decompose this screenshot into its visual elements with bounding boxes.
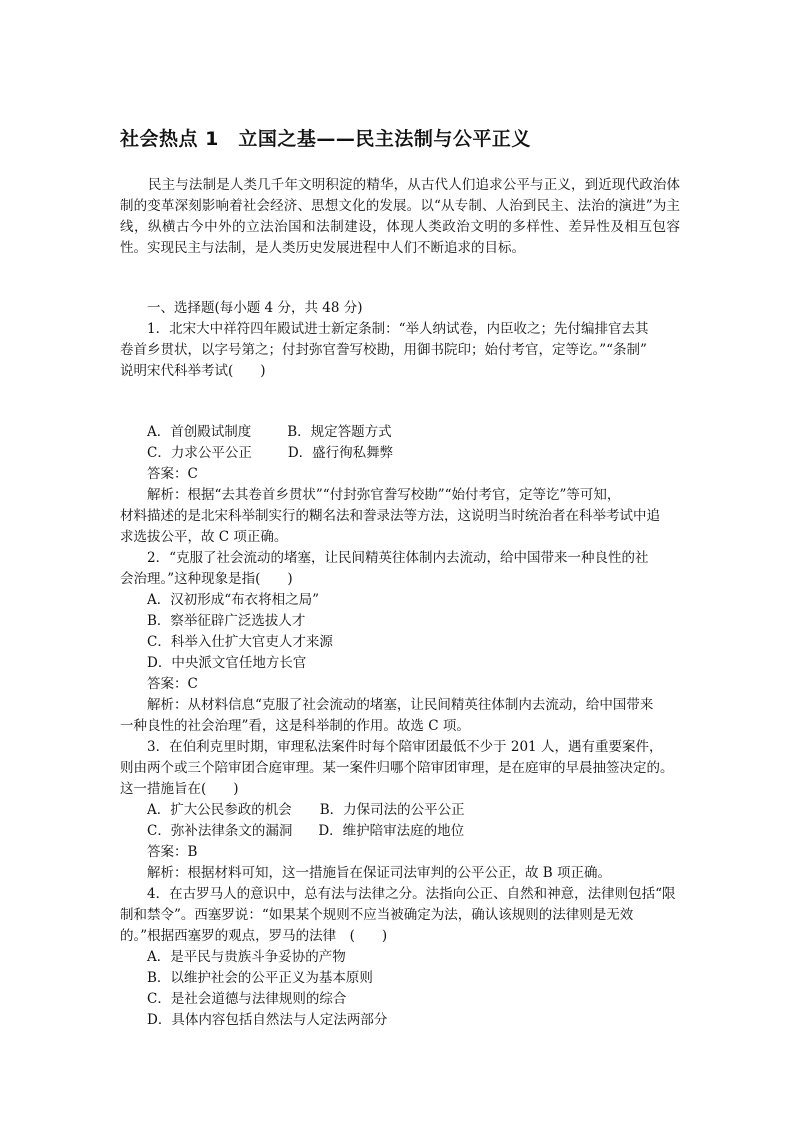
question-1 bbox=[120, 319, 680, 382]
analysis-line: 一种良性的社会治理”看，这是科举制的作用。故选 C 项。 bbox=[120, 718, 470, 734]
question-stem-line: 4．在古罗马人的意识中，总有法与法律之分。法指向公正、自然和神意，法律则包括“限 bbox=[147, 886, 676, 902]
option-b: B．以维护社会的公平正义为基本原则 bbox=[147, 970, 373, 986]
option-row bbox=[120, 821, 680, 842]
analysis-line: 解析：根据材料可知，这一措施旨在保证司法审判的公平公正，故 B 项正确。 bbox=[147, 865, 612, 881]
intro-line: 包容性。实现民主与法制，是人类历史发展进程中人们不断追求的目标。 bbox=[120, 219, 681, 256]
option-b: B．规定答题方式 bbox=[287, 424, 392, 440]
section-heading: 一、选择题(每小题 4 分，共 48 分) bbox=[147, 300, 363, 316]
intro-line: 民主与法制是人类几千年文明积淀的精华，从古代人们追求公平与正义，到近现代政治 bbox=[148, 177, 667, 193]
option-b: B．力保司法的公平公正 bbox=[319, 802, 465, 818]
intro-line: 体制的变革深刻影响着社会经济、思想文化的发展。以“从专制、人治到民主、法治的演进” bbox=[120, 177, 680, 214]
answer-line: 答案：B bbox=[147, 844, 198, 860]
option-d: D．具体内容包括自然法与人定法两部分 bbox=[147, 1012, 388, 1028]
question-stem-line: 说明宋代科举考试( ) bbox=[120, 363, 266, 379]
question-stem-line: 则由两个或三个陪审团合庭审理。某一案件归哪个陪审团审理，是在庭审的早晨抽签决定的。 bbox=[120, 760, 674, 776]
analysis-line: 解析：从材料信息“克服了社会流动的堵塞，让民间精英往体制内去流动，给中国带来 bbox=[147, 697, 654, 713]
option-d: D．中央派文官任地方长官 bbox=[147, 655, 307, 671]
option-b: B．察举征辟广泛选拔人才 bbox=[147, 613, 306, 629]
intro-paragraph bbox=[120, 175, 680, 259]
page-title: 社会热点 1 立国之基——民主法制与公平正义 bbox=[120, 128, 531, 150]
option-a: A．扩大公民参政的机会 bbox=[147, 802, 292, 818]
question-stem-line: 会治理。”这种现象是指( ) bbox=[120, 571, 293, 587]
question-stem-line: 1．北宋大中祥符四年殿试进士新定条制：“举人纳试卷，内臣收之；先付编排官去其 bbox=[147, 321, 649, 337]
question-stem-line: 2．“克服了社会流动的堵塞，让民间精英往体制内去流动，给中国带来一种良性的社 bbox=[147, 550, 649, 566]
question-stem-line: 3．在伯利克里时期，审理私法案件时每个陪审团最低不少于 201 人，遇有重要案件， bbox=[147, 739, 663, 755]
option-d: D．盛行徇私舞弊 bbox=[287, 445, 394, 461]
option-a: A．是平民与贵族斗争妥协的产物 bbox=[147, 949, 346, 965]
questions-continued bbox=[120, 422, 680, 1031]
answer-line: 答案：C bbox=[147, 466, 198, 482]
question-stem-line: 的。”根据西塞罗的观点，罗马的法律 ( ) bbox=[120, 928, 388, 944]
answer-line: 答案：C bbox=[147, 676, 198, 692]
option-c: C．弥补法律条文的漏洞 bbox=[147, 823, 293, 839]
option-row bbox=[120, 443, 680, 464]
option-row bbox=[120, 422, 680, 443]
analysis-line: 材料描述的是北宋科举制实行的糊名法和誊录法等方法，这说明当时统治者在科举考试中追 bbox=[120, 508, 660, 524]
intro-line: 为主线，纵横古今中外的立法治国和法制建设，体现人类政治文明的多样性、差异性及相互 bbox=[120, 198, 680, 235]
option-d: D．维护陪审法庭的地位 bbox=[318, 823, 465, 839]
option-row bbox=[120, 800, 680, 821]
option-a: A．首创殿试制度 bbox=[147, 424, 252, 440]
option-a: A．汉初形成“布衣将相之局” bbox=[147, 592, 320, 608]
analysis-line: 求选拔公平，故 C 项正确。 bbox=[120, 529, 288, 545]
option-c: C．科举入仕扩大官吏人才来源 bbox=[147, 634, 333, 650]
option-c: C．是社会道德与法律规则的综合 bbox=[147, 991, 347, 1007]
question-stem-line: 这一措施旨在( ) bbox=[120, 781, 239, 797]
option-c: C．力求公平公正 bbox=[147, 445, 252, 461]
question-stem-line: 卷首乡贯状，以字号第之；付封弥官誊写校勘，用御书院印；始付考官，定等讫。”“条制” bbox=[120, 342, 647, 358]
question-stem-line: 制和禁令”。西塞罗说：“如果某个规则不应当被确定为法，确认该规则的法律则是无效 bbox=[120, 907, 634, 923]
analysis-line: 解析：根据“去其卷首乡贯状”“付封弥官誊写校勘”“始付考官，定等讫”等可知， bbox=[147, 487, 621, 503]
